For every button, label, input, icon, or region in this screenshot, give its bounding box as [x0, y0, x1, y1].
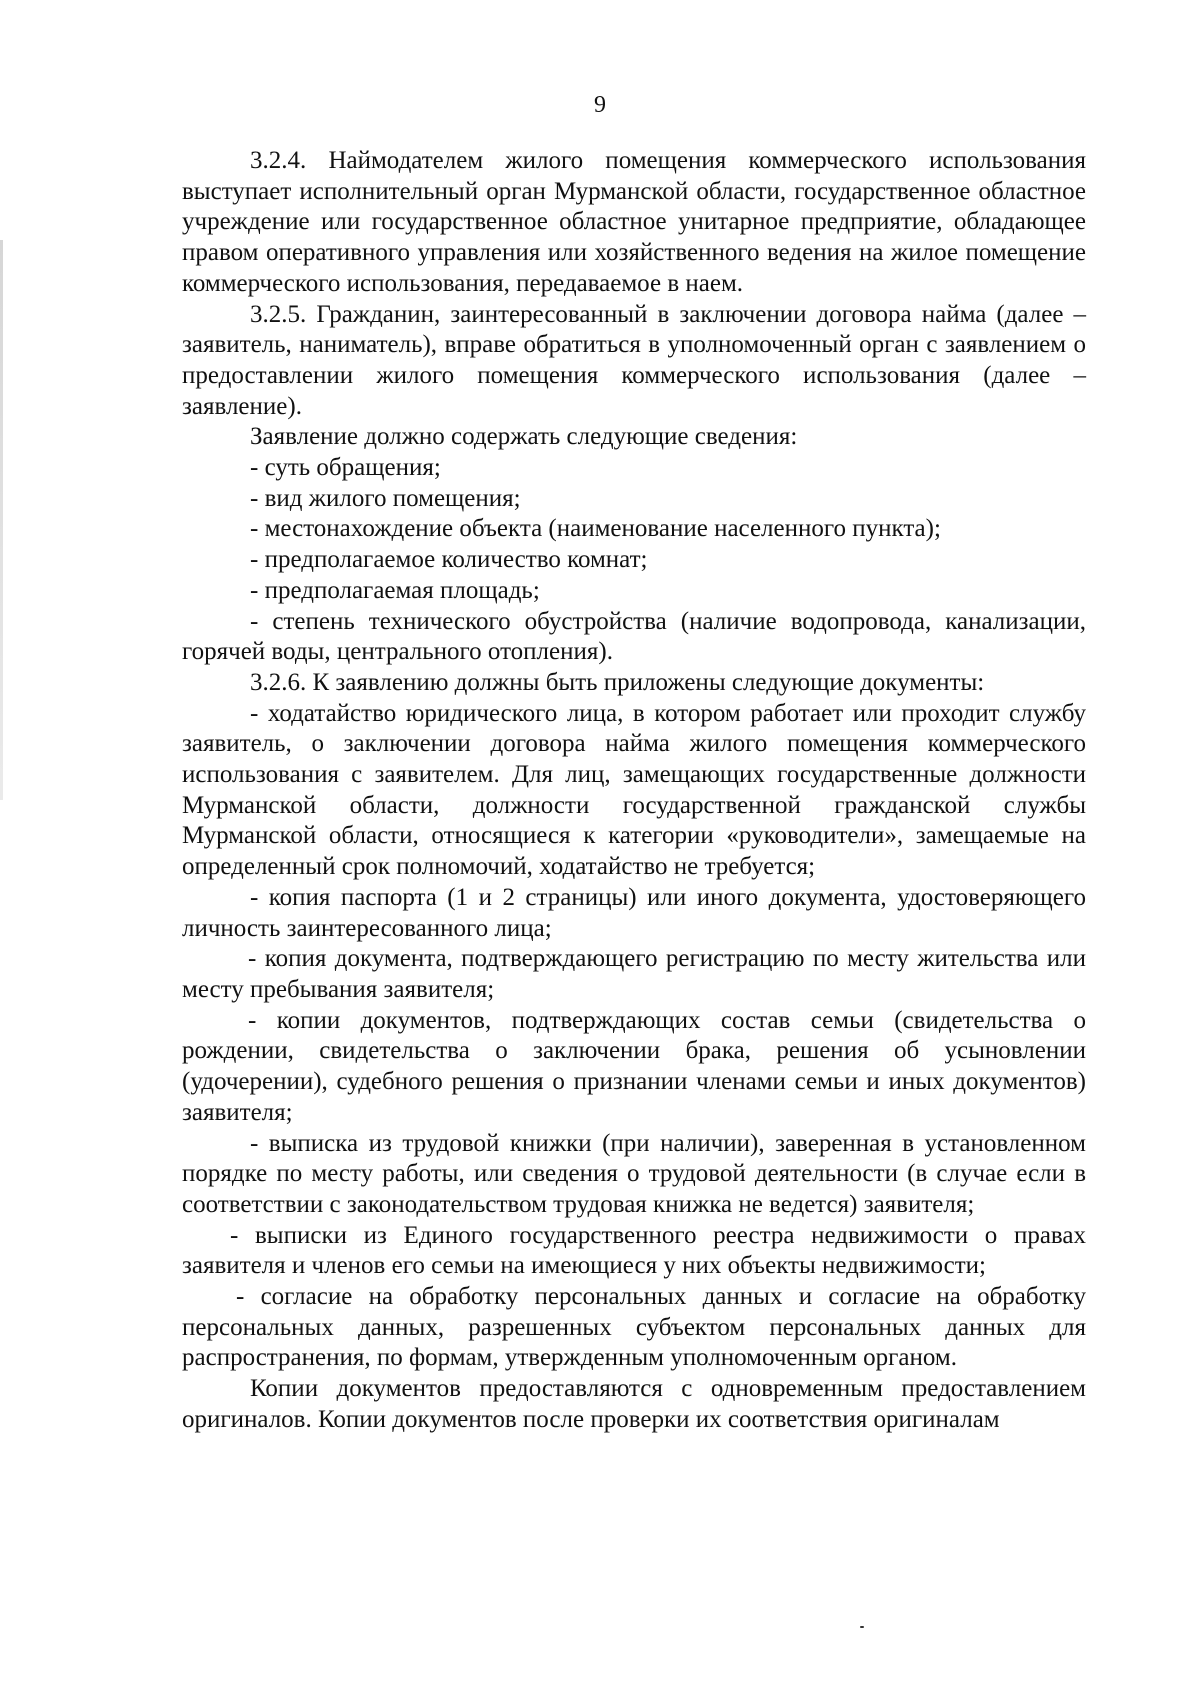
application-intro: Заявление должно содержать следующие сведения: [250, 423, 798, 451]
document-item-passport: - копия паспорта (1 и 2 страницы) или иного документа, удостоверяющего личность заинтересованного лица; [182, 883, 1086, 942]
paragraph-3-2-5: 3.2.5. Гражданин, заинтересованный в заключении договора найма (далее – заявитель, наниматель), вправе обратиться в уполномоченный орган с заявлением о предоставлении жилого помещения коммерческого использования (далее – заявление). [182, 300, 1086, 420]
scan-speck [860, 1626, 864, 1628]
page-number: 9 [594, 92, 606, 118]
application-item: - местонахождение объекта (наименование населенного пункта); [250, 515, 941, 543]
document-body [182, 146, 1086, 1436]
document-item-registration: - копия документа, подтверждающего регистрацию по месту жительства или месту пребывания заявителя; [182, 945, 1086, 1003]
document-item-family: - копии документов, подтверждающих состав семьи (свидетельства о рождении, свидетельства о заключении брака, решения об усыновлении (удочерении), судебного решения о признании членами семьи и иных документов) заявителя; [182, 1006, 1086, 1126]
copies-note: Копии документов предоставляются с одновременным предоставлением оригиналов. Копии документов после проверки их соответствия оригиналам [182, 1375, 1086, 1433]
application-item: - вид жилого помещения; [250, 484, 521, 512]
scan-edge-artifact [0, 240, 3, 800]
document-item-registry: - выписки из Единого государственного реестра недвижимости о правах заявителя и членов его семьи на имеющиеся у них объекты недвижимости; [182, 1221, 1086, 1280]
application-item: - суть обращения; [250, 454, 441, 482]
document-item-petition: - ходатайство юридического лица, в котором работает или проходит службу заявитель, о заключении договора найма жилого помещения коммерческого использования с заявителем. Для лиц, замещающих государственные должности Мурманской области, должности государственной гражданской службы Мурманской области, относящиеся к категории «руководители», замещаемые на определенный срок полномочий, ходатайство не требуется; [182, 699, 1086, 881]
application-item: - предполагаемое количество комнат; [250, 546, 648, 574]
application-item-technical: - степень технического обустройства (наличие водопровода, канализации, горячей воды, центрального отопления). [182, 607, 1086, 666]
paragraph-3-2-6: 3.2.6. К заявлению должны быть приложены следующие документы: [250, 668, 985, 696]
document-item-employment: - выписка из трудовой книжки (при наличии), заверенная в установленном порядке по месту работы, или сведения о трудовой деятельности (в случае если в соответствии с законодательством трудовая книжка не ведется) заявителя; [182, 1129, 1086, 1218]
document-item-consent: - согласие на обработку персональных данных и согласие на обработку персональных данных, разрешенных субъектом персональных данных для распространения, по формам, утвержденным уполномоченным органом. [182, 1283, 1086, 1372]
application-item: - предполагаемая площадь; [250, 576, 540, 604]
paragraph-3-2-4: 3.2.4. Наймодателем жилого помещения коммерческого использования выступает исполнительный орган Мурманской области, государственное областное учреждение или государственное областное унитарное предприятие, обладающее правом оперативного управления или хозяйственного ведения на жилое помещение коммерческого использования, передаваемое в наем. [182, 147, 1086, 297]
